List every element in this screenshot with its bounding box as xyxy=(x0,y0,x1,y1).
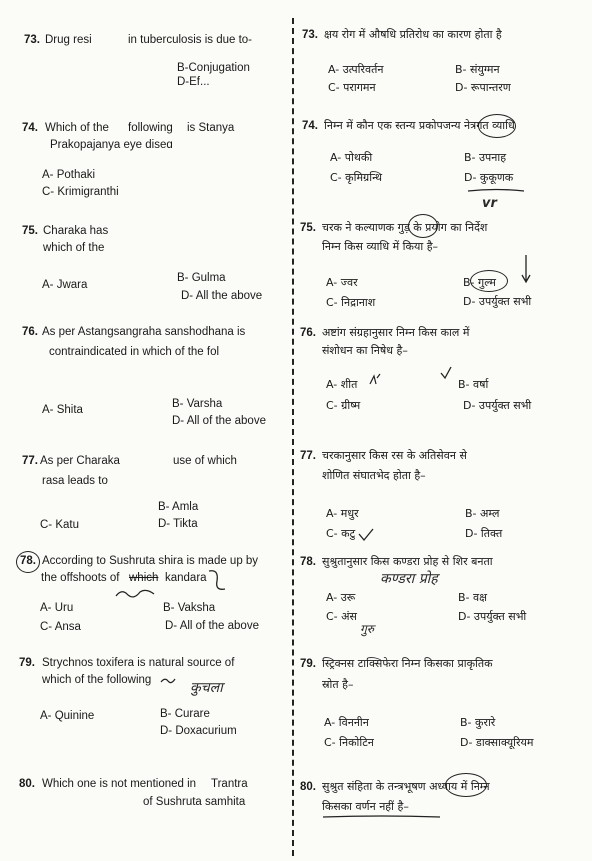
hi-q75-text-1: चरक ने कल्याणक गुड़ के प्रयोग का निर्देश xyxy=(322,221,488,234)
hi-q77-option-c: C- कटु xyxy=(326,527,356,540)
q73-option-b: B-Conjugation xyxy=(177,62,250,74)
hi-q74-number: 74. xyxy=(302,120,318,132)
handwritten-guru: गुरु xyxy=(360,622,374,636)
hi-q73-option-b: B- संयुग्मन xyxy=(455,63,500,76)
hi-q75-circle-answer xyxy=(470,270,508,292)
hi-q74-circle xyxy=(478,114,516,138)
q75-text-2: which of the xyxy=(43,242,105,254)
q76-number: 76. xyxy=(22,326,38,338)
q79-option-d: D- Doxacurium xyxy=(160,725,237,737)
hi-q78-option-a: A- उरू xyxy=(326,591,356,604)
q74-text-1c: is Stanya xyxy=(187,122,235,134)
q78-text-2b-struck: which xyxy=(129,572,159,584)
q77-option-d: D- Tikta xyxy=(158,518,198,530)
q76-option-a: A- Shita xyxy=(42,404,83,416)
q74-text-1b: following xyxy=(128,122,173,134)
q78-option-b: B- Vaksha xyxy=(163,602,216,614)
q74-text-2: Prakopajanya eye diseɑ xyxy=(50,139,173,151)
hi-q77-option-d: D- तिक्त xyxy=(465,527,503,540)
hi-q75-option-b: B- गुल्म xyxy=(463,276,496,289)
hi-q74-option-b: B- उपनाह xyxy=(464,151,507,164)
hi-q75-number: 75. xyxy=(300,222,316,234)
q79-ink-tilde xyxy=(160,676,176,686)
hi-q80-text-1: सुश्रुत संहिता के तन्त्रभूषण अध्याय में निम्न xyxy=(322,780,490,793)
hi-q73-option-d: D- रूपान्तरण xyxy=(455,81,511,94)
q80-text-2: of Sushruta samhita xyxy=(143,796,246,808)
q77-text-1b: use of which xyxy=(173,455,237,467)
hi-q73-text: क्षय रोग में औषधि प्रतिरोध का कारण होता है xyxy=(324,28,502,41)
hi-q78-number: 78. xyxy=(300,556,316,568)
hi-q78-text: सुश्रुतानुसार किस कण्डरा प्रोह से शिर बनता xyxy=(322,555,493,568)
q74-number: 74. xyxy=(22,122,38,134)
hi-q77-option-a: A- मधुर xyxy=(326,507,359,520)
q79-text-1: Strychnos toxifera is natural source of xyxy=(42,657,235,669)
hi-q79-option-a: A- विननीन xyxy=(324,716,369,729)
q73-text-start: Drug resi xyxy=(45,34,92,46)
q76-option-d: D- All of the above xyxy=(172,415,266,427)
q78-option-c: C- Ansa xyxy=(40,621,81,633)
q78-text-1: According to Sushruta shira is made up by xyxy=(42,555,259,567)
q78-text-2a: the offshoots of xyxy=(41,572,120,584)
q75-option-b: B- Gulma xyxy=(177,272,226,284)
hi-q79-option-d: D- डाक्साक्यूरियम xyxy=(460,736,534,749)
q74-text-1a: Which of the xyxy=(45,122,109,134)
hi-q73-number: 73. xyxy=(302,29,318,41)
q75-number: 75. xyxy=(22,225,38,237)
q79-option-a: A- Quinine xyxy=(40,710,95,722)
hi-q76-number: 76. xyxy=(300,327,316,339)
hi-q75-option-d: D- उपर्युक्त सभी xyxy=(463,295,532,308)
q73-option-d-cut: D-Ef... xyxy=(177,76,210,88)
q80-text-1a: Which one is not mentioned in xyxy=(42,778,197,790)
hi-q79-option-b: B- कुरारे xyxy=(460,716,496,729)
hi-q75-text-2: निम्न किस व्याधि में किया है– xyxy=(322,240,439,253)
hi-q74-option-d: D- कुकूणक xyxy=(464,171,514,184)
q78-option-d: D- All of the above xyxy=(165,620,259,632)
q73-number: 73. xyxy=(24,34,40,46)
hi-q76-tick xyxy=(440,366,452,380)
hi-q78-option-b: B- वक्ष xyxy=(458,591,488,604)
hi-q74-underline xyxy=(466,187,526,195)
hi-q76-ink-mark xyxy=(368,372,382,388)
hi-q76-option-b: B- वर्षा xyxy=(458,378,489,391)
q78-number: 78. xyxy=(20,555,36,567)
hi-q75-circle-gud xyxy=(408,214,438,238)
hi-q76-option-d: D- उपर्युक्त सभी xyxy=(463,399,532,412)
hi-q79-text-2: स्रोत है– xyxy=(322,678,354,691)
hi-q74-option-a: A- पोथकी xyxy=(330,151,373,164)
q77-option-c: C- Katu xyxy=(40,519,79,531)
q78-ink-flourish xyxy=(205,565,229,595)
hi-q80-underline xyxy=(322,814,442,820)
hi-q76-option-c: C- ग्रीष्म xyxy=(326,399,361,412)
hi-q79-text-1: स्ट्रिक्नस टाक्सिफेरा निम्न किसका प्राकृतिक xyxy=(322,657,493,670)
hi-q77-tick xyxy=(358,528,374,542)
q76-text-2: contraindicated in which of the fol xyxy=(49,346,220,358)
q75-option-d: D- All the above xyxy=(181,290,263,302)
handwritten-vr: vr xyxy=(482,196,497,211)
q78-option-a: A- Uru xyxy=(40,602,74,614)
hi-q76-option-a: A- शीत xyxy=(326,378,358,391)
hi-q75-option-a: A- ज्वर xyxy=(326,276,358,289)
hi-q77-text-2: शोणित संघातभेद होता है– xyxy=(322,469,426,482)
hi-q79-number: 79. xyxy=(300,658,316,670)
q79-option-b: B- Curare xyxy=(160,708,210,720)
q79-text-2: which of the following xyxy=(42,674,152,686)
q78-text-2c: kandara xyxy=(165,572,207,584)
hi-q73-option-a: A- उत्परिवर्तन xyxy=(328,63,384,76)
q77-option-b: B- Amla xyxy=(158,501,199,513)
q77-text-1a: As per Charaka xyxy=(40,455,120,467)
q77-text-2: rasa leads to xyxy=(42,475,108,487)
q78-ink-scribble xyxy=(114,586,158,602)
hi-q75-option-c: C- निद्रानाश xyxy=(326,296,376,309)
q80-text-1b: Trantra xyxy=(211,778,248,790)
hi-q73-option-c: C- परागमन xyxy=(328,81,376,94)
hi-q80-text-2: किसका वर्णन नहीं है– xyxy=(322,800,409,813)
q74-option-a: A- Pothaki xyxy=(42,169,96,181)
hi-q74-text: निम्न में कौन एक स्तन्य प्रकोपजन्य नेत्रगत व्याधि xyxy=(324,119,515,132)
handwritten-kandara-proha: कण्डरा प्रोह xyxy=(380,571,438,587)
hi-q78-option-c: C- अंस xyxy=(326,610,357,623)
hi-q77-option-b: B- अम्ल xyxy=(465,507,500,520)
hi-q76-text-2: संशोधन का निषेध है– xyxy=(322,344,408,357)
hi-q75-arrow xyxy=(519,253,533,285)
q74-option-c: C- Krimigranthi xyxy=(42,186,119,198)
q76-option-b: B- Varsha xyxy=(172,398,223,410)
handwritten-kuchla: कुचला xyxy=(190,680,223,696)
column-divider xyxy=(292,18,294,856)
q73-text-end: in tuberculosis is due to- xyxy=(128,34,253,46)
q75-text-1: Charaka has xyxy=(43,225,109,237)
hi-q79-option-c: C- निकोटिन xyxy=(324,736,374,749)
q75-option-a: A- Jwara xyxy=(42,279,88,291)
hi-q77-text-1: चरकानुसार किस रस के अतिसेवन से xyxy=(322,449,467,462)
hi-q74-option-c: C- कृमिग्रन्थि xyxy=(330,171,383,184)
hi-q78-option-d: D- उपर्युक्त सभी xyxy=(458,610,527,623)
q77-number: 77. xyxy=(22,455,38,467)
hi-q77-number: 77. xyxy=(300,450,316,462)
hi-q80-circle xyxy=(445,773,487,797)
hi-q80-number: 80. xyxy=(300,781,316,793)
q76-text-1: As per Astangsangraha sanshodhana is xyxy=(42,326,246,338)
q80-number: 80. xyxy=(19,778,35,790)
hi-q76-text-1: अष्टांग संग्रहानुसार निम्न किस काल में xyxy=(322,326,470,339)
q79-number: 79. xyxy=(19,657,35,669)
